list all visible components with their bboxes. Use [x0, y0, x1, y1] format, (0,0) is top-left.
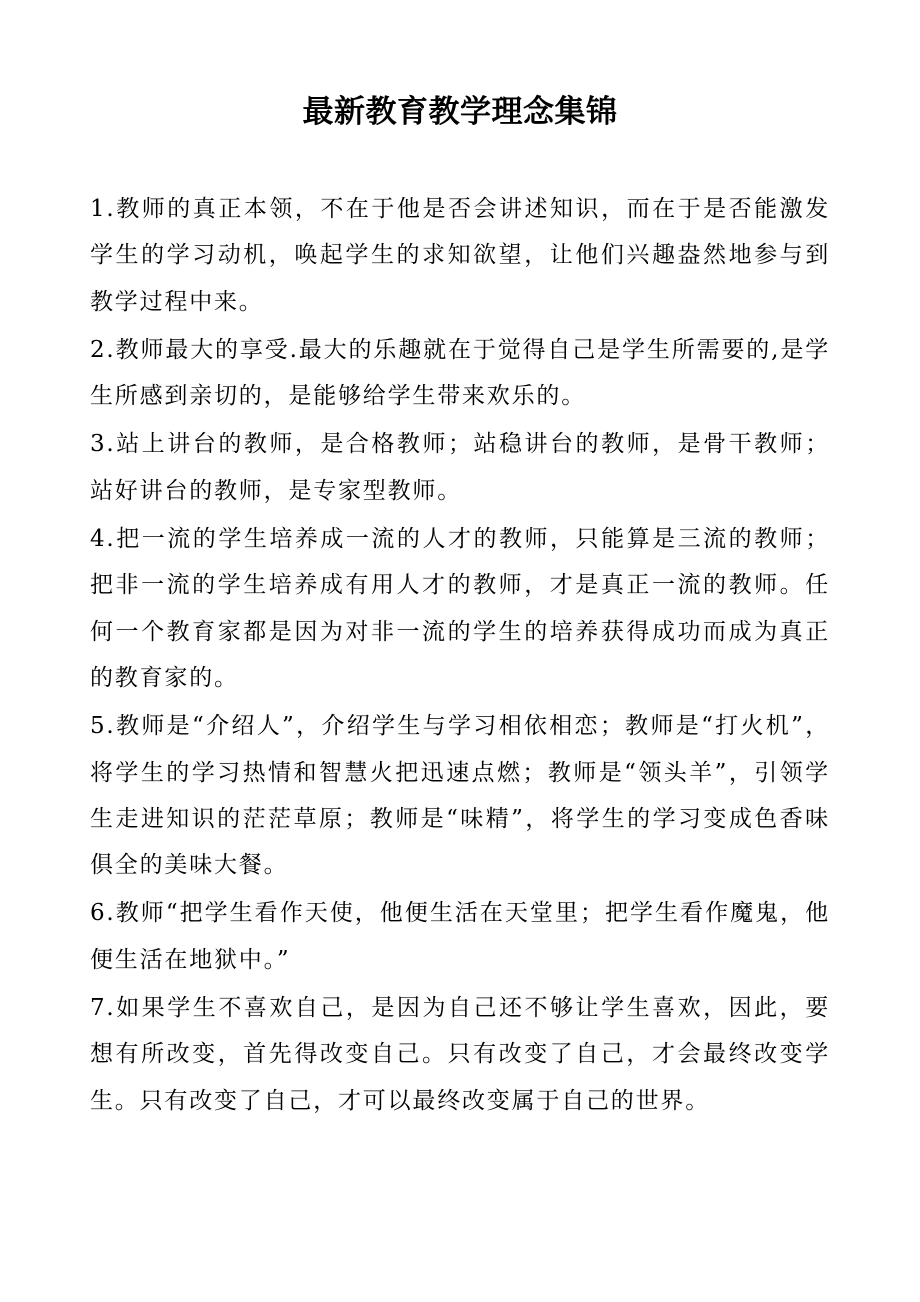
list-item-3: 3.站上讲台的教师，是合格教师；站稳讲台的教师，是骨干教师；站好讲台的教师，是专家型教师。: [90, 431, 830, 504]
list-item-1: 1.教师的真正本领，不在于他是否会讲述知识，而在于是否能激发学生的学习动机，唤起学生的求知欲望，让他们兴趣盎然地参与到教学过程中来。: [90, 196, 830, 315]
principle-list: [90, 186, 830, 1124]
list-item-5: 5.教师是“介绍人”，介绍学生与学习相依相恋；教师是“打火机”，将学生的学习热情和智慧火把迅速点燃；教师是“领头羊”，引领学生走进知识的茫茫草原；教师是“味精”，将学生的学习变成色香味俱全的美味大餐。: [90, 713, 830, 879]
list-item-2: 2.教师最大的享受.最大的乐趣就在于觉得自己是学生所需要的,是学生所感到亲切的，是能够给学生带来欢乐的。: [90, 336, 830, 410]
list-item-7: 7.如果学生不喜欢自己，是因为自己还不够让学生喜欢，因此，要想有所改变，首先得改变自己。只有改变了自己，才会最终改变学生。只有改变了自己，才可以最终改变属于自己的世界。: [90, 995, 830, 1114]
list-item-4: 4.把一流的学生培养成一流的人才的教师，只能算是三流的教师；把非一流的学生培养成有用人才的教师，才是真正一流的教师。任何一个教育家都是因为对非一流的学生的培养获得成功而成为真正的教育家的。: [90, 526, 830, 691]
list-item-6: 6.教师“把学生看作天使，他便生活在天堂里；把学生看作魔鬼，他便生活在地狱中。”: [90, 900, 830, 973]
document-title: 最新教育教学理念集锦: [302, 94, 618, 130]
